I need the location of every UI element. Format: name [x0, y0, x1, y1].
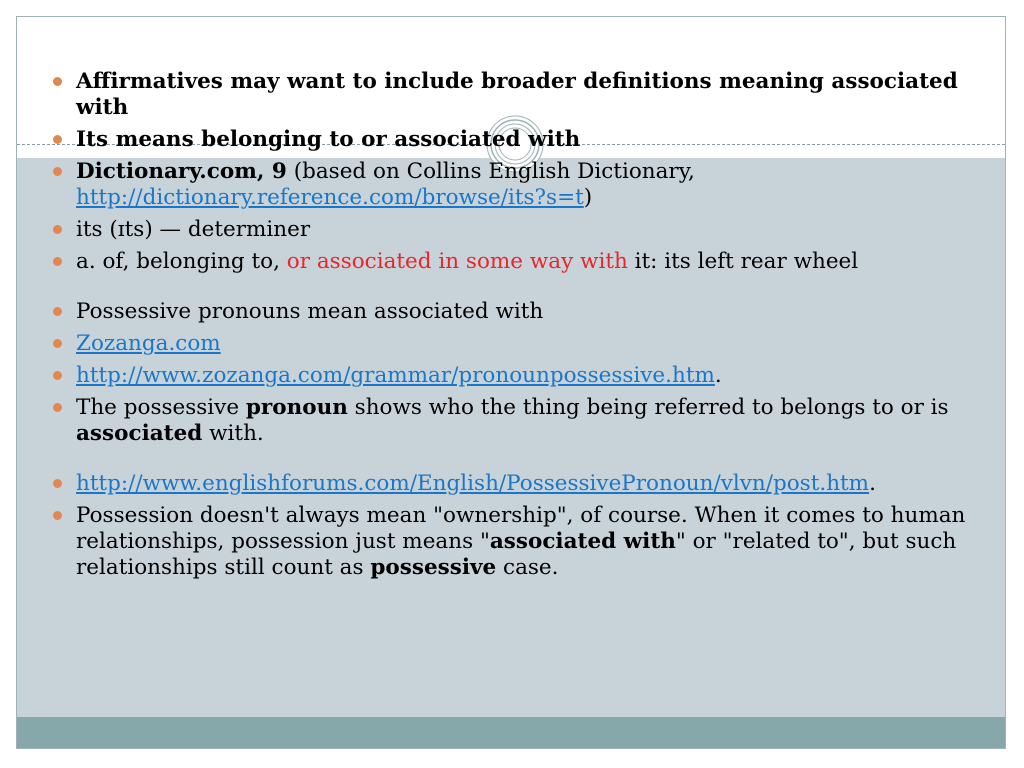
bold-term: pronoun [245, 395, 348, 420]
source-link[interactable]: http://www.zozanga.com/grammar/pronounpossessive.htm [76, 363, 715, 388]
bullet-item [53, 159, 978, 211]
slide-frame [16, 16, 1006, 749]
bullet-dot-icon [53, 167, 62, 176]
slide-content [53, 69, 978, 587]
bullet-item [53, 331, 978, 357]
bullet-dot-icon [53, 511, 62, 520]
bullet-text: . [869, 471, 876, 496]
bullet-item [53, 69, 978, 121]
bullet-item [53, 471, 978, 497]
bullet-text: Possession doesn't always mean "ownership", of course. When it comes to human relationships, possession just means " [76, 503, 966, 554]
bullet-item [53, 127, 978, 153]
bullet-dot-icon [53, 339, 62, 348]
bold-term: possessive [370, 555, 497, 580]
bullet-text: . [714, 363, 722, 388]
bullet-text: its (ɪts) — determiner [76, 217, 311, 242]
bullet-text: with. [202, 421, 264, 446]
bullet-item [53, 299, 978, 325]
source-link[interactable]: Zozanga.com [76, 331, 221, 356]
bold-term: associated with [489, 529, 676, 554]
bullet-text: a. of, belonging to, [76, 249, 287, 274]
bullet-item [53, 217, 978, 243]
bullet-dot-icon [53, 307, 62, 316]
bullet-text: Its means belonging to or associated with [76, 127, 581, 152]
bullet-text: it: its left rear wheel [627, 249, 859, 274]
bullet-dot-icon [53, 225, 62, 234]
bullet-text: The possessive [76, 395, 246, 420]
slide-footer-band [17, 717, 1005, 749]
bullet-list [53, 69, 978, 581]
bold-term: associated [76, 421, 203, 446]
bullet-text: shows who the thing being referred to belongs to or is [347, 395, 949, 420]
bullet-item [53, 395, 978, 447]
bullet-text: " or "related to", but such relationships still count as [76, 529, 957, 580]
bullet-dot-icon [53, 135, 62, 144]
bullet-item [53, 363, 978, 389]
source-link[interactable]: http://www.englishforums.com/English/PossessivePronoun/vlvn/post.htm [76, 471, 870, 496]
bullet-item [53, 249, 978, 275]
bullet-dot-icon [53, 479, 62, 488]
bullet-item [53, 503, 978, 581]
source-link[interactable]: http://dictionary.reference.com/browse/its?s=t [76, 185, 584, 210]
source-name: Dictionary.com, 9 [76, 159, 287, 184]
bullet-text: case. [496, 555, 559, 580]
bullet-dot-icon [53, 371, 62, 380]
highlighted-text: or associated in some way with [286, 249, 628, 274]
bullet-text: ) [583, 185, 593, 210]
bullet-text: Affirmatives may want to include broader definitions meaning associated with [76, 69, 958, 120]
bullet-dot-icon [53, 77, 62, 86]
bullet-dot-icon [53, 257, 62, 266]
bullet-dot-icon [53, 403, 62, 412]
bullet-text: (based on Collins English Dictionary, [286, 159, 695, 184]
bullet-text: Possessive pronouns mean associated with [76, 299, 544, 324]
